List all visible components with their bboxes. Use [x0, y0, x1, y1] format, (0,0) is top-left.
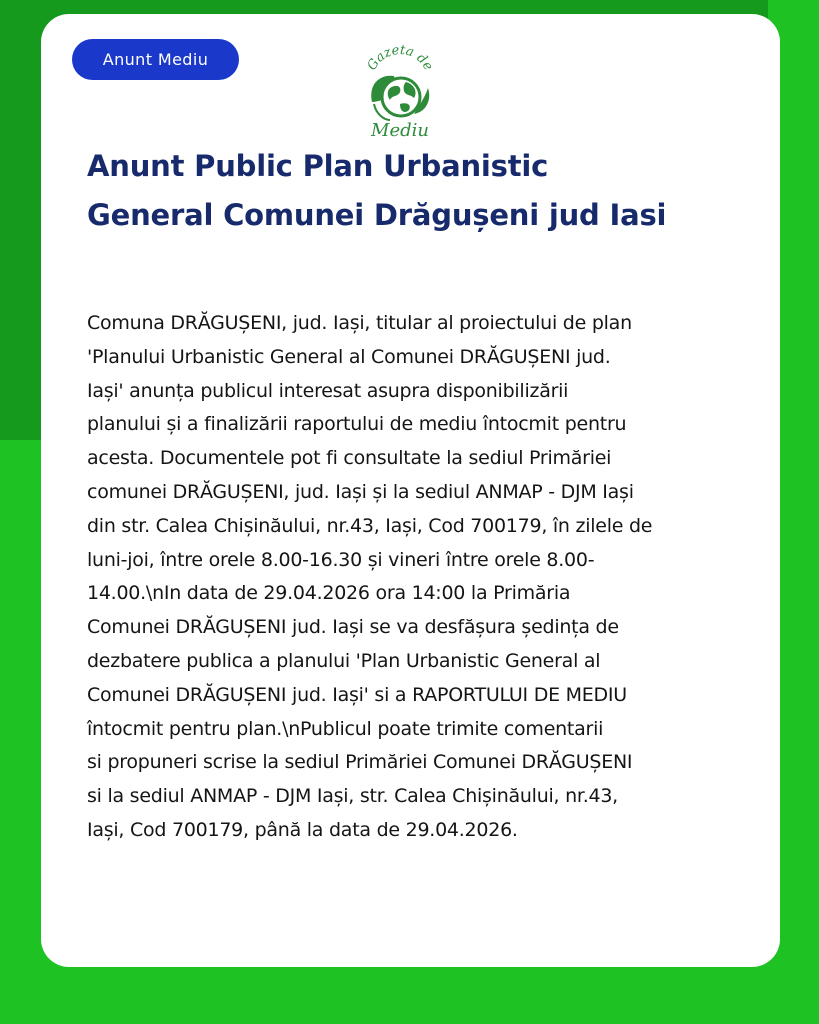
body-line: si la sediul ANMAP - DJM Iași, str. Calea Chișinăului, nr.43, [87, 785, 618, 808]
globe-leaf-logo-icon [354, 42, 446, 142]
body-line: acesta. Documentele pot fi consultate la sediul Primăriei [87, 447, 612, 470]
body-line: din str. Calea Chișinăului, nr.43, Iași, Cod 700179, în zilele de [87, 514, 653, 537]
body-line: Comunei DRĂGUȘENI jud. Iași' si a RAPORTULUI DE MEDIU [87, 683, 627, 706]
body-line: si propuneri scrise la sediul Primăriei Comunei DRĂGUȘENI [87, 751, 633, 774]
body-line: Comunei DRĂGUȘENI jud. Iași se va desfășura ședința de [87, 616, 619, 639]
svg-text:Gazeta de [364, 43, 435, 74]
body-line: Comuna DRĂGUȘENI, jud. Iași, titular al proiectului de plan [87, 312, 632, 334]
logo-top-text: Gazeta de [364, 42, 436, 74]
title-line: General Comunei Drăgușeni jud Iasi [87, 198, 667, 232]
body-line: Iași, Cod 700179, până la data de 29.04.2026. [87, 818, 518, 841]
logo-bottom-text: Mediu [371, 120, 429, 141]
body-line: Iași' anunța publicul interesat asupra disponibilizării [87, 379, 569, 402]
body-line: 'Planului Urbanistic General al Comunei DRĂGUȘENI jud. [87, 345, 611, 368]
body-line: luni-joi, între orele 8.00-16.30 și vineri între orele 8.00- [87, 548, 595, 571]
body-line: comunei DRĂGUȘENI, jud. Iași și la sediul ANMAP - DJM Iași [87, 480, 634, 503]
body-line: 14.00.\nIn data de 29.04.2026 ora 14:00 la Primăria [87, 582, 571, 605]
title-line: Anunt Public Plan Urbanistic [87, 149, 549, 183]
category-badge[interactable]: Anunt Mediu [72, 39, 239, 80]
body-line: întocmit pentru plan.\nPublicul poate trimite comentarii [87, 717, 604, 740]
announcement-body [87, 307, 757, 848]
page-title [87, 142, 747, 240]
body-line: dezbatere publica a planului 'Plan Urbanistic General al [87, 649, 601, 672]
gazeta-de-mediu-logo [354, 42, 446, 142]
announcement-card [41, 14, 780, 967]
body-line: planului și a finalizării raportului de mediu întocmit pentru [87, 413, 627, 436]
